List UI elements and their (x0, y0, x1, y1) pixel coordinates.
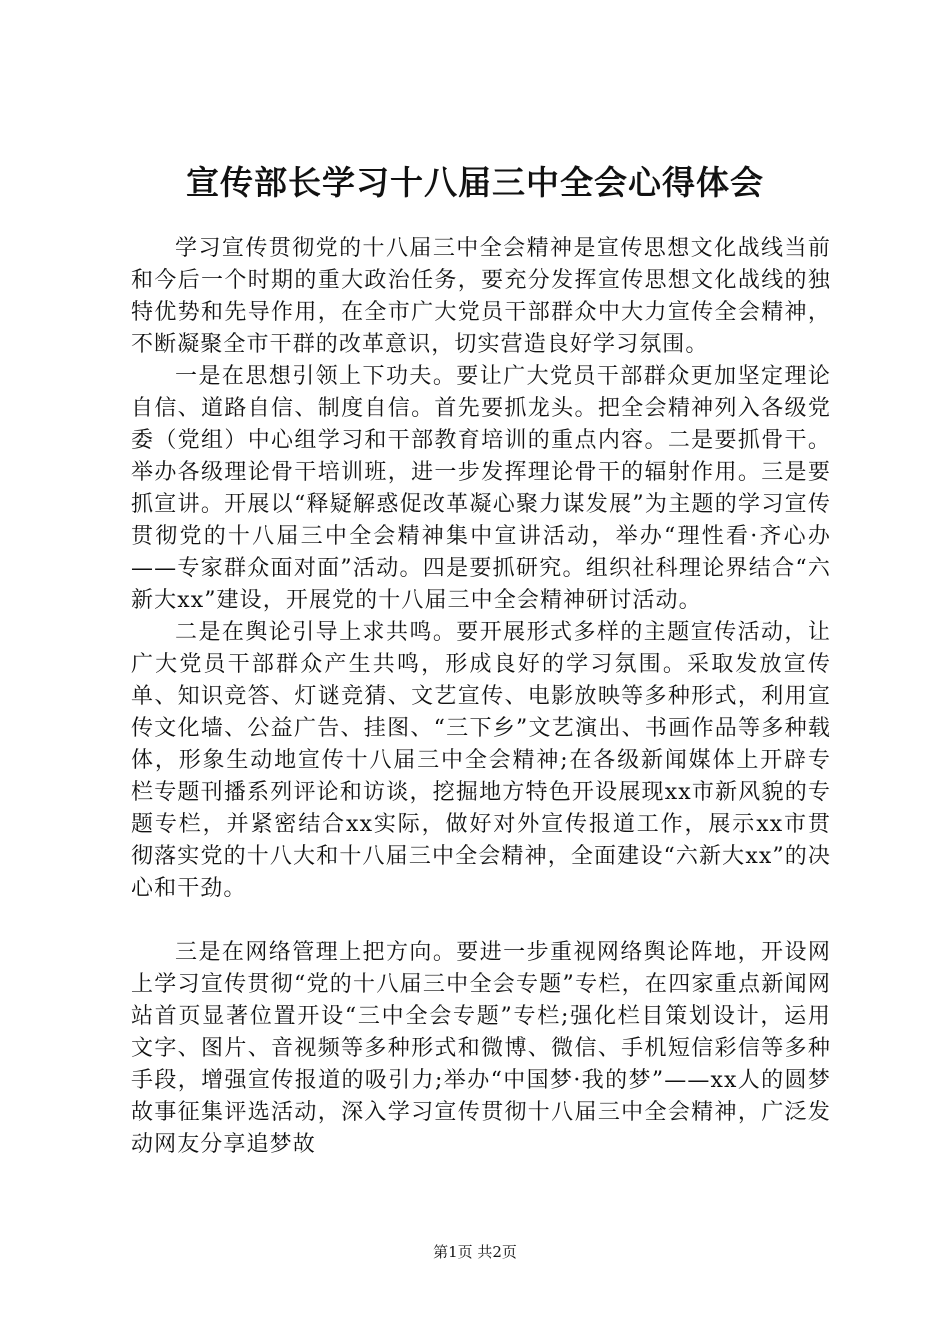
page-number-footer: 第1页 共2页 (433, 1243, 517, 1261)
paragraph-network-management: 三是在网络管理上把方向。要进一步重视网络舆论阵地，开设网上学习宣传贯彻“党的十八届三中全会专题”专栏，在四家重点新闻网站首页显著位置开设“三中全会专题”专栏;强化栏目策划设计，运用文字、图片、音视频等多种形式和微博、微信、手机短信彩信等多种手段，增强宣传报道的吸引力;举办“中国梦·我的梦”——xx人的圆梦故事征集评选活动，深入学习宣传贯彻十八届三中全会精神，广泛发动网友分享追梦故 (131, 940, 831, 1157)
paragraph-intro: 学习宣传贯彻党的十八届三中全会精神是宣传思想文化战线当前和今后一个时期的重大政治任务，要充分发挥宣传思想文化战线的独特优势和先导作用，在全市广大党员干部群众中大力宣传全会精神，不断凝聚全市干群的改革意识，切实营造良好学习氛围。 (131, 236, 831, 357)
document-title: 宣传部长学习十八届三中全会心得体会 (186, 163, 764, 202)
paragraph-public-opinion: 二是在舆论引导上求共鸣。要开展形式多样的主题宣传活动，让广大党员干部群众产生共鸣，形成良好的学习氛围。采取发放宣传单、知识竞答、灯谜竞猜、文艺宣传、电影放映等多种形式，利用宣传文化墙、公益广告、挂图、“三下乡”文艺演出、书画作品等多种载体，形象生动地宣传十八届三中全会精神;在各级新闻媒体上开辟专栏专题刊播系列评论和访谈，挖掘地方特色开设展现xx市新风貌的专题专栏，并紧密结合xx实际，做好对外宣传报道工作，展示xx市贯彻落实党的十八大和十八届三中全会精神，全面建设“六新大xx”的决心和干劲。 (131, 620, 831, 901)
document-body (131, 233, 831, 1161)
paragraph-thought-guidance: 一是在思想引领上下功夫。要让广大党员干部群众更加坚定理论自信、道路自信、制度自信。首先要抓龙头。把全会精神列入各级党委（党组）中心组学习和干部教育培训的重点内容。二是要抓骨干。举办各级理论骨干培训班，进一步发挥理论骨干的辐射作用。三是要抓宣讲。开展以“释疑解惑促改革凝心聚力谋发展”为主题的学习宣传贯彻党的十八届三中全会精神集中宣讲活动，举办“理性看·齐心办——专家群众面对面”活动。四是要抓研究。组织社科理论界结合“六新大xx”建设，开展党的十八届三中全会精神研讨活动。 (131, 364, 831, 613)
